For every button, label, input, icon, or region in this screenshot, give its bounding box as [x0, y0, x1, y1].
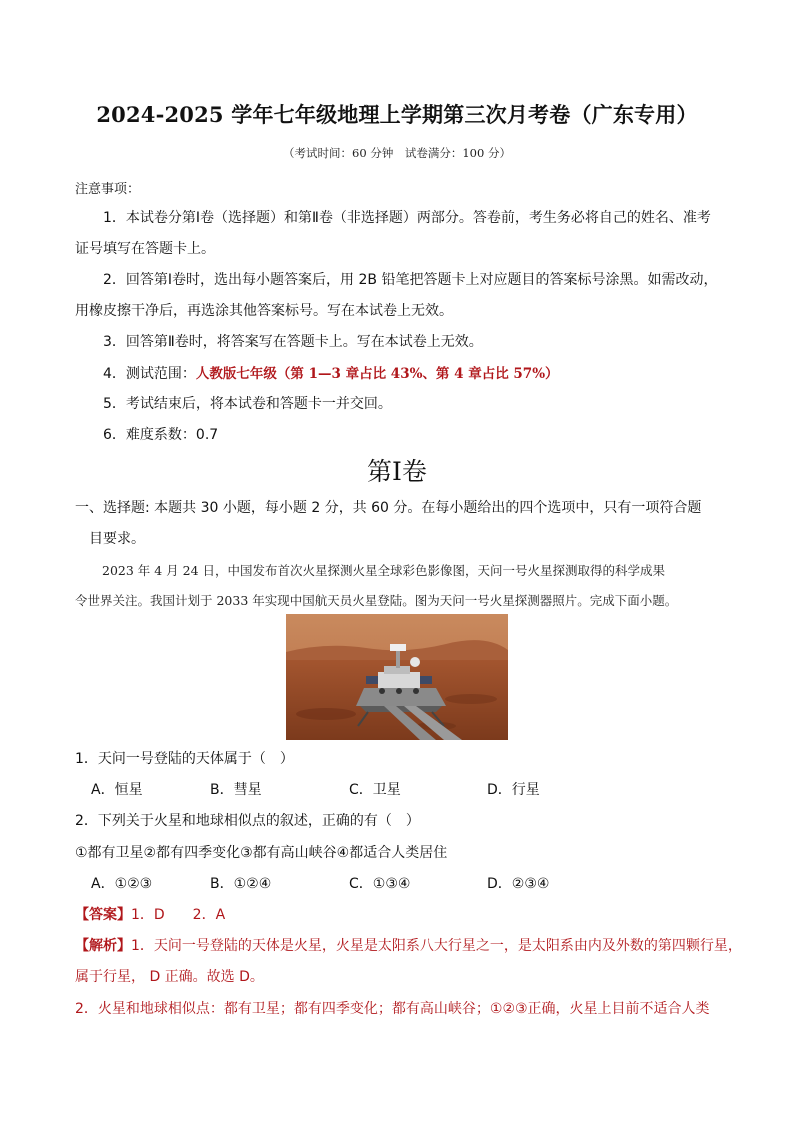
question-1-option-a: A．恒星: [91, 782, 143, 798]
mars-rover-photo: [286, 614, 508, 740]
answer-line: [75, 904, 225, 924]
question-1-option-c: C．卫星: [349, 782, 401, 798]
passage-line-2: 令世界关注。我国计划于 2033 年实现中国航天员火星登陆。图为天问一号火星探测器照片。完成下面小题。: [75, 593, 678, 608]
question-1-option-b: B．彗星: [210, 782, 262, 798]
analysis-line-2: 属于行星， D 正确。故选 D。: [75, 969, 264, 985]
page-title: 2024-2025 学年七年级地理上学期第三次月考卷（广东专用）: [96, 102, 698, 127]
analysis-text-1: 1．天问一号登陆的天体是火星，火星是太阳系八大行星之一，是太阳系由内及外数的第四颗行星，: [131, 938, 742, 954]
exam-duration-score: （考试时间：60 分钟 试卷满分：100 分）: [283, 146, 511, 160]
answer-label: 【答案】: [75, 907, 131, 923]
question-2-option-c: C．①③④: [349, 876, 411, 892]
notice-item-6: 6．难度系数：0.7: [103, 427, 219, 443]
analysis-line-3: 2．火星和地球相似点：都有卫星；都有四季变化；都有高山峡谷；①②③正确，火星上目前不适合人类: [75, 1001, 710, 1017]
section-instruction-line-1: 一、选择题: 本题共 30 小题，每小题 2 分，共 60 分。在每小题给出的四个选项中，只有一项符合题: [75, 500, 702, 516]
notice-heading: 注意事项：: [75, 182, 141, 197]
section-title: 第Ⅰ卷: [367, 457, 427, 486]
test-scope: 人教版七年级（第 1—3 章占比 43%、第 4 章占比 57%）: [195, 366, 559, 382]
notice-item-2-line-1: 2．回答第Ⅰ卷时，选出每小题答案后，用 2B 铅笔把答题卡上对应题目的答案标号涂黑。如需改动，: [103, 272, 718, 288]
notice-item-5: 5．考试结束后，将本试卷和答题卡一并交回。: [103, 396, 392, 412]
notice-item-2-line-2: 用橡皮擦干净后，再选涂其他答案标号。写在本试卷上无效。: [75, 303, 453, 319]
question-2-statements: ①都有卫星②都有四季变化③都有高山峡谷④都适合人类居住: [75, 845, 448, 861]
question-2-option-a: A．①②③: [91, 876, 153, 892]
question-2-stem: 2．下列关于火星和地球相似点的叙述，正确的有（ ）: [75, 813, 420, 829]
notice-item-1-line-1: 1．本试卷分第Ⅰ卷（选择题）和第Ⅱ卷（非选择题）两部分。答卷前，考生务必将自己的姓名、准考: [103, 210, 711, 226]
question-1-stem: 1．天问一号登陆的天体属于（ ）: [75, 751, 294, 767]
notice-item-3: 3．回答第Ⅱ卷时，将答案写在答题卡上。写在本试卷上无效。: [103, 334, 483, 350]
notice-item-4: [103, 362, 559, 383]
question-2-option-d: D．②③④: [487, 876, 550, 892]
answer-text: 1．D 2．A: [131, 907, 226, 923]
question-2-option-b: B．①②④: [210, 876, 272, 892]
passage-line-1: 2023 年 4 月 24 日，中国发布首次火星探测火星全球彩色影像图，天问一号火星探测取得的科学成果: [102, 563, 666, 578]
notice-item-4-prefix: 4．测试范围：: [103, 366, 196, 382]
notice-item-1-line-2: 证号填写在答题卡上。: [75, 241, 215, 257]
analysis-label: 【解析】: [75, 938, 131, 954]
section-instruction-line-2: 目要求。: [89, 531, 145, 547]
question-1-option-d: D．行星: [487, 782, 540, 798]
analysis-line-1: [75, 935, 742, 955]
